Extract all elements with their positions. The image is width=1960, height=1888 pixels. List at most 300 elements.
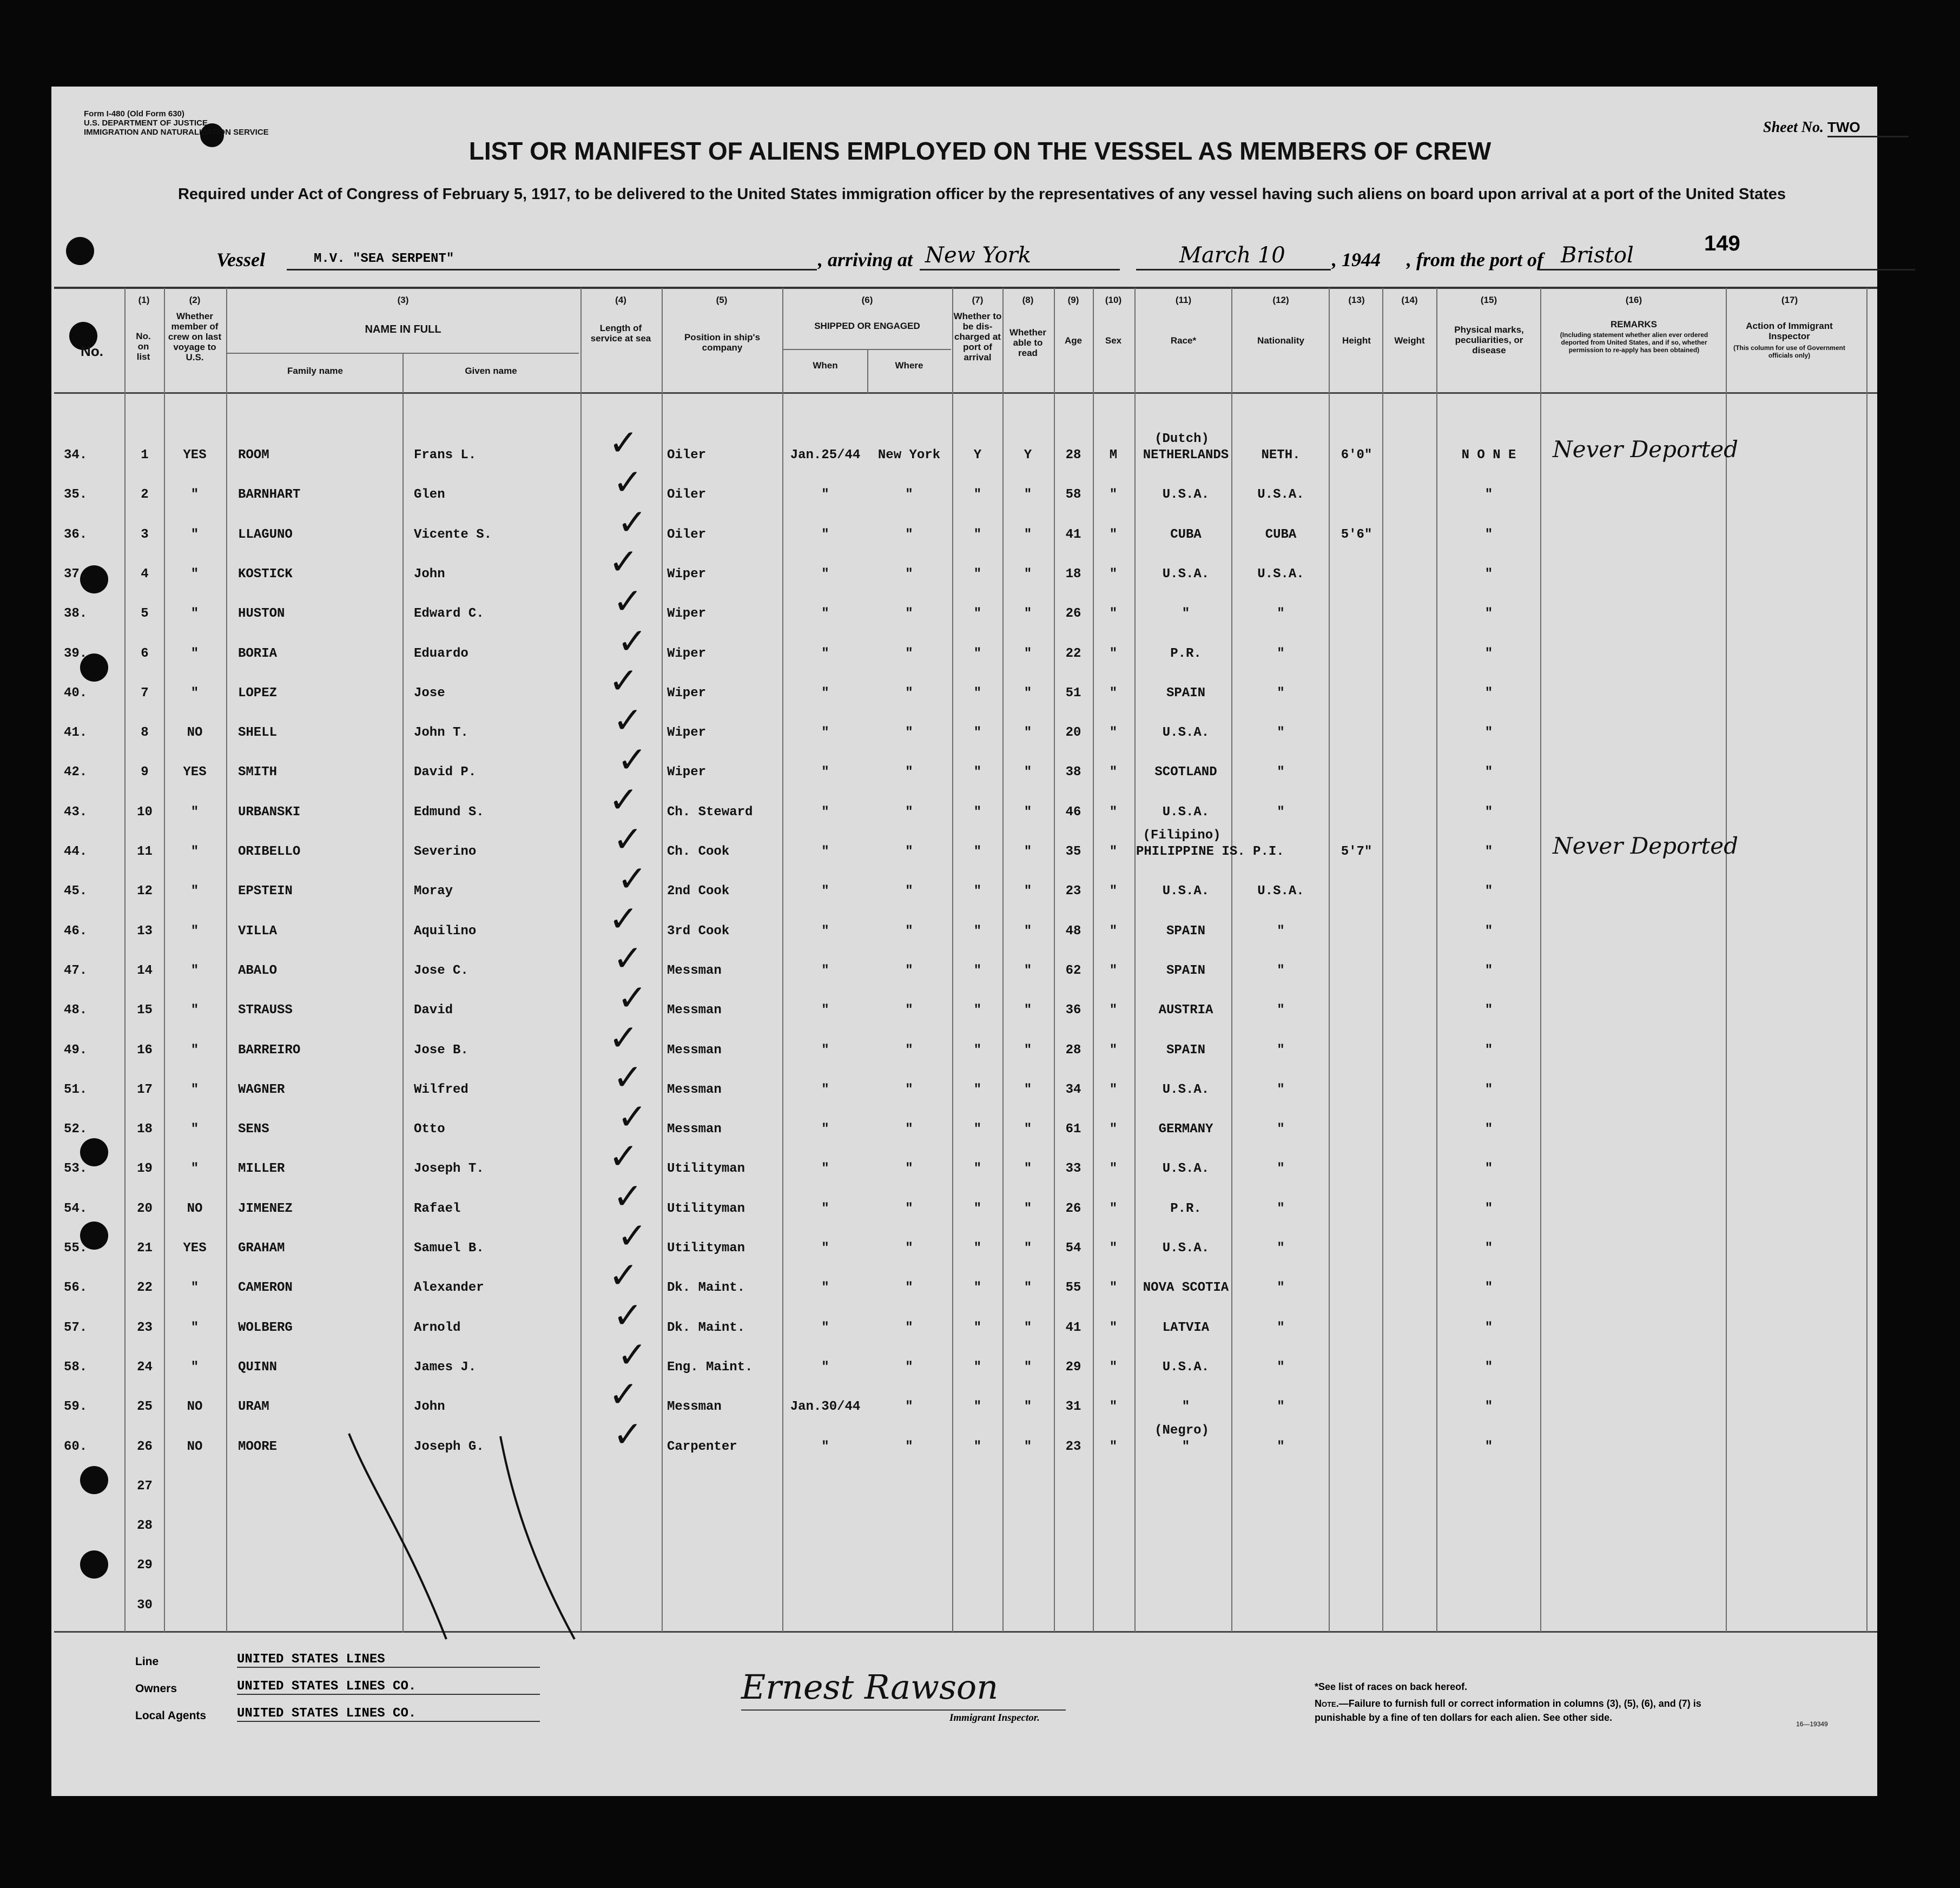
cell-phys: " bbox=[1484, 527, 1493, 542]
cell-family: HUSTON bbox=[238, 606, 285, 622]
cell-nat: U.S.A. bbox=[1257, 487, 1304, 503]
cell-race: SPAIN bbox=[1166, 1042, 1205, 1058]
cell-phys: " bbox=[1484, 566, 1493, 582]
cell-member: YES bbox=[183, 448, 207, 463]
check-mark-icon: ✓ bbox=[613, 1175, 643, 1217]
cell-member: NO bbox=[187, 1201, 203, 1216]
cell-given: Severino bbox=[414, 844, 477, 859]
check-mark-icon: ✓ bbox=[609, 540, 639, 583]
signature-rule bbox=[741, 1709, 1066, 1711]
owners-value: UNITED STATES LINES CO. bbox=[237, 1679, 540, 1695]
sheet-number bbox=[1763, 119, 1909, 137]
cell-height: 5'6" bbox=[1341, 527, 1372, 542]
col-num-3: (3) bbox=[397, 295, 409, 305]
form-identifier bbox=[84, 109, 269, 137]
col-num-16: (16) bbox=[1625, 295, 1642, 305]
col-position: Position in ship's company bbox=[684, 332, 761, 353]
cell-list: 18 bbox=[137, 1122, 153, 1137]
cell-age: 51 bbox=[1065, 685, 1081, 701]
cell-phys: " bbox=[1484, 884, 1493, 899]
cell-nat: " bbox=[1277, 1082, 1285, 1097]
cell-nat: " bbox=[1277, 1122, 1285, 1137]
cell-sex: " bbox=[1109, 1082, 1118, 1097]
cell-family: BARNHART bbox=[238, 487, 301, 503]
cell-given: John bbox=[414, 1400, 445, 1415]
cell-phys: " bbox=[1484, 1161, 1493, 1177]
cell-disch: " bbox=[973, 1122, 982, 1137]
cell-where: " bbox=[905, 1241, 913, 1256]
cell-sex: " bbox=[1109, 963, 1118, 978]
cell-phys: " bbox=[1484, 1241, 1493, 1256]
cell-where: " bbox=[905, 646, 913, 661]
department-name: U.S. DEPARTMENT OF JUSTICE bbox=[84, 118, 208, 128]
cell-phys: " bbox=[1484, 765, 1493, 780]
cell-position: Oiler bbox=[667, 448, 707, 463]
cell-where: " bbox=[905, 1201, 913, 1216]
cell-age: 54 bbox=[1065, 1241, 1081, 1256]
cell-age: 33 bbox=[1065, 1161, 1081, 1177]
cell-disch: " bbox=[973, 1359, 982, 1375]
cell-position: Dk. Maint. bbox=[667, 1320, 745, 1335]
cell-disch: " bbox=[973, 1042, 982, 1058]
cell-family: SHELL bbox=[238, 725, 278, 741]
cell-sex: " bbox=[1109, 1241, 1118, 1256]
vessel-name: M.V. "SEA SERPENT" bbox=[314, 252, 454, 266]
cell-where: " bbox=[905, 1082, 913, 1097]
cell-no: 35. bbox=[64, 487, 88, 503]
cell-list: 13 bbox=[137, 923, 153, 939]
col-able-read: Whether able to read bbox=[1009, 327, 1046, 358]
cell-nat: " bbox=[1277, 646, 1285, 661]
cell-where: " bbox=[905, 963, 913, 978]
cell-disch: " bbox=[973, 606, 982, 622]
cell-read: " bbox=[1024, 606, 1032, 622]
cell-member: " bbox=[190, 685, 199, 701]
cell-nat: " bbox=[1277, 1241, 1285, 1256]
cell-disch: Y bbox=[973, 448, 982, 463]
cell-nat: " bbox=[1277, 685, 1285, 701]
col-num-10: (10) bbox=[1105, 295, 1122, 305]
col-height: Height bbox=[1342, 335, 1371, 346]
col-num-7: (7) bbox=[972, 295, 984, 305]
check-mark-icon: ✓ bbox=[613, 1413, 643, 1455]
cell-race: U.S.A. bbox=[1162, 1082, 1210, 1097]
cell-where: " bbox=[905, 1003, 913, 1018]
col-num-11: (11) bbox=[1175, 295, 1192, 305]
empty-row-number: 30 bbox=[137, 1597, 153, 1613]
cell-position: Wiper bbox=[667, 685, 707, 701]
cell-given: Aquilino bbox=[414, 923, 477, 939]
cell-when: " bbox=[821, 1241, 829, 1256]
empty-row-number: 29 bbox=[137, 1558, 153, 1573]
check-mark-icon: ✓ bbox=[609, 1016, 639, 1059]
cell-phys: " bbox=[1484, 1400, 1493, 1415]
cell-nat: " bbox=[1277, 1280, 1285, 1296]
punch-hole bbox=[80, 1550, 108, 1579]
cell-member: " bbox=[190, 1003, 199, 1018]
cell-disch: " bbox=[973, 685, 982, 701]
col-no: No. bbox=[81, 343, 103, 359]
page-number: 149 bbox=[1704, 232, 1740, 255]
cell-no: 37. bbox=[64, 566, 88, 582]
cell-no: 41. bbox=[64, 725, 88, 741]
cell-phys: N O N E bbox=[1461, 448, 1516, 463]
cell-where: " bbox=[905, 923, 913, 939]
form-number: Form I-480 (Old Form 630) bbox=[84, 109, 184, 118]
cell-position: Wiper bbox=[667, 765, 707, 780]
cell-no: 56. bbox=[64, 1280, 88, 1296]
cell-when: " bbox=[821, 725, 829, 741]
cell-phys: " bbox=[1484, 725, 1493, 741]
cell-sex: " bbox=[1109, 923, 1118, 939]
cell-phys: " bbox=[1484, 487, 1493, 503]
cell-position: Utilityman bbox=[667, 1241, 745, 1256]
cell-when: Jan.25/44 bbox=[790, 448, 861, 463]
cell-age: 18 bbox=[1065, 566, 1081, 582]
cell-nat: " bbox=[1277, 804, 1285, 820]
penalty-note bbox=[1315, 1696, 1742, 1725]
cell-disch: " bbox=[973, 725, 982, 741]
owners-label: Owners bbox=[135, 1682, 177, 1695]
cell-read: " bbox=[1024, 923, 1032, 939]
cell-member: YES bbox=[183, 1241, 207, 1256]
cell-given: James J. bbox=[414, 1359, 477, 1375]
cell-sex: " bbox=[1109, 1042, 1118, 1058]
check-mark-icon: ✓ bbox=[609, 1136, 639, 1178]
cell-when: " bbox=[821, 1320, 829, 1335]
service-name: IMMIGRATION AND NATURALIZATION SERVICE bbox=[84, 128, 269, 137]
cell-family: SMITH bbox=[238, 765, 278, 780]
cell-when: " bbox=[821, 884, 829, 899]
cell-disch: " bbox=[973, 1400, 982, 1415]
cell-given: Samuel B. bbox=[414, 1241, 484, 1256]
arrival-port-field bbox=[920, 243, 1120, 270]
cell-where: " bbox=[905, 765, 913, 780]
cell-sex: " bbox=[1109, 1359, 1118, 1375]
cell-when: " bbox=[821, 844, 829, 859]
col-action-sub: (This column for use of Government officials only) bbox=[1733, 344, 1845, 359]
cell-member: " bbox=[190, 487, 199, 503]
cell-position: Messman bbox=[667, 1122, 722, 1137]
cell-where: " bbox=[905, 725, 913, 741]
cell-no: 40. bbox=[64, 685, 88, 701]
cell-sex: " bbox=[1109, 527, 1118, 542]
cell-family: WAGNER bbox=[238, 1082, 285, 1097]
col-race: Race* bbox=[1170, 335, 1197, 346]
cell-position: Dk. Maint. bbox=[667, 1280, 745, 1296]
cell-race: P.R. bbox=[1170, 646, 1202, 661]
col-num-15: (15) bbox=[1480, 295, 1497, 305]
cell-age: 61 bbox=[1065, 1122, 1081, 1137]
cell-when: " bbox=[821, 765, 829, 780]
cell-given: Moray bbox=[414, 884, 453, 899]
check-mark-icon: ✓ bbox=[609, 1255, 639, 1297]
page-title: LIST OR MANIFEST OF ALIENS EMPLOYED ON THE VESSEL AS MEMBERS OF CREW bbox=[468, 137, 1492, 165]
cell-phys: " bbox=[1484, 1042, 1493, 1058]
cell-read: " bbox=[1024, 527, 1032, 542]
cell-sex: " bbox=[1109, 1400, 1118, 1415]
cell-nat: " bbox=[1277, 1400, 1285, 1415]
cell-age: 23 bbox=[1065, 1439, 1081, 1454]
check-mark-icon: ✓ bbox=[617, 501, 648, 543]
cell-age: 62 bbox=[1065, 963, 1081, 978]
cell-disch: " bbox=[973, 566, 982, 582]
check-mark-icon: ✓ bbox=[617, 1096, 648, 1138]
cell-member: " bbox=[190, 1359, 199, 1375]
cell-given: Eduardo bbox=[414, 646, 468, 661]
cell-read: Y bbox=[1024, 448, 1032, 463]
arrival-date: March 10 bbox=[1179, 243, 1285, 268]
col-discharged: Whether to be dis-charged at port of arrival bbox=[953, 311, 1002, 362]
note-label: Note. bbox=[1315, 1698, 1339, 1709]
cell-race: U.S.A. bbox=[1162, 487, 1210, 503]
cell-list: 21 bbox=[137, 1241, 153, 1256]
cell-read: " bbox=[1024, 804, 1032, 820]
cell-when: " bbox=[821, 527, 829, 542]
cell-read: " bbox=[1024, 725, 1032, 741]
cell-family: LLAGUNO bbox=[238, 527, 293, 542]
cell-position: Utilityman bbox=[667, 1201, 745, 1216]
remark-handwritten: Never Deported bbox=[1553, 436, 1739, 463]
cell-given: David bbox=[414, 1003, 453, 1018]
arrival-year: , 1944 bbox=[1332, 249, 1381, 270]
cell-member: " bbox=[190, 884, 199, 899]
cell-list: 7 bbox=[141, 685, 149, 701]
col-num-17: (17) bbox=[1781, 295, 1798, 305]
cell-disch: " bbox=[973, 1003, 982, 1018]
cell-position: Oiler bbox=[667, 527, 707, 542]
cell-family: ROOM bbox=[238, 448, 269, 463]
page-subtitle: Required under Act of Congress of February 5, 1917, to be delivered to the United States immigration officer by the representatives of any vessel having such aliens on board upon arrival at a port of the United States bbox=[177, 186, 1786, 203]
cell-family: ABALO bbox=[238, 963, 278, 978]
cell-no: 46. bbox=[64, 923, 88, 939]
cell-read: " bbox=[1024, 1003, 1032, 1018]
cell-phys: " bbox=[1484, 923, 1493, 939]
col-num-13: (13) bbox=[1348, 295, 1365, 305]
cell-list: 16 bbox=[137, 1042, 153, 1058]
col-action: Action of Immigrant Inspector bbox=[1746, 321, 1833, 341]
cell-disch: " bbox=[973, 923, 982, 939]
cell-list: 25 bbox=[137, 1400, 153, 1415]
cell-given: David P. bbox=[414, 765, 477, 780]
cell-disch: " bbox=[973, 963, 982, 978]
cell-sex: " bbox=[1109, 1320, 1118, 1335]
col-no-on-list: No. on list bbox=[136, 331, 151, 362]
cell-race: SPAIN bbox=[1166, 685, 1205, 701]
cell-family: BORIA bbox=[238, 646, 278, 661]
check-mark-icon: ✓ bbox=[617, 858, 648, 900]
cell-where: New York bbox=[877, 448, 941, 463]
cell-read: " bbox=[1024, 1082, 1032, 1097]
cell-family: MOORE bbox=[238, 1439, 278, 1454]
cell-nat: " bbox=[1277, 725, 1285, 741]
cell-family: KOSTICK bbox=[238, 566, 293, 582]
cell-family: EPSTEIN bbox=[238, 884, 293, 899]
cell-given: Frans L. bbox=[414, 448, 477, 463]
cell-sex: " bbox=[1109, 646, 1118, 661]
cell-read: " bbox=[1024, 884, 1032, 899]
col-age: Age bbox=[1064, 335, 1083, 346]
cell-no: 51. bbox=[64, 1082, 88, 1097]
cell-given: Rafael bbox=[414, 1201, 461, 1216]
cell-member: NO bbox=[187, 725, 203, 741]
cell-given: Jose B. bbox=[414, 1042, 468, 1058]
cell-race: CUBA bbox=[1170, 527, 1202, 542]
cell-nat: " bbox=[1277, 1161, 1285, 1177]
from-port-label: , from the port of bbox=[1407, 249, 1544, 270]
cell-list: 20 bbox=[137, 1201, 153, 1216]
cell-age: 28 bbox=[1065, 448, 1081, 463]
cell-list: 11 bbox=[137, 844, 153, 859]
col-num-9: (9) bbox=[1067, 295, 1079, 305]
cell-read: " bbox=[1024, 1280, 1032, 1296]
cell-given: Joseph T. bbox=[414, 1161, 484, 1177]
cell-age: 48 bbox=[1065, 923, 1081, 939]
cell-read: " bbox=[1024, 963, 1032, 978]
cell-sex: " bbox=[1109, 804, 1118, 820]
cell-nat: U.S.A. bbox=[1257, 566, 1304, 582]
cell-given: Glen bbox=[414, 487, 445, 503]
cell-read: " bbox=[1024, 1161, 1032, 1177]
cell-age: 46 bbox=[1065, 804, 1081, 820]
cell-nat: " bbox=[1277, 1042, 1285, 1058]
cell-disch: " bbox=[973, 646, 982, 661]
line-label: Line bbox=[135, 1655, 159, 1668]
cell-given: Edward C. bbox=[414, 606, 484, 622]
col-physical: Physical marks, peculiarities, or disease bbox=[1454, 325, 1524, 355]
cell-member: " bbox=[190, 844, 199, 859]
cell-when: " bbox=[821, 566, 829, 582]
cell-when: " bbox=[821, 1042, 829, 1058]
cell-when: " bbox=[821, 487, 829, 503]
check-mark-icon: ✓ bbox=[609, 778, 639, 821]
cell-race: U.S.A. bbox=[1162, 884, 1210, 899]
inspector-label: Immigrant Inspector. bbox=[949, 1712, 1040, 1724]
cell-position: Messman bbox=[667, 963, 722, 978]
cell-member: " bbox=[190, 1320, 199, 1335]
col-given-name: Given name bbox=[465, 366, 517, 376]
cell-no: 45. bbox=[64, 884, 88, 899]
cell-where: " bbox=[905, 1400, 913, 1415]
cell-nat: CUBA bbox=[1265, 527, 1297, 542]
cell-member: " bbox=[190, 804, 199, 820]
cell-no: 52. bbox=[64, 1122, 88, 1137]
cell-position: Wiper bbox=[667, 646, 707, 661]
cell-read: " bbox=[1024, 1320, 1032, 1335]
cell-when: " bbox=[821, 804, 829, 820]
cell-read: " bbox=[1024, 487, 1032, 503]
cell-sex: " bbox=[1109, 1280, 1118, 1296]
cell-member: " bbox=[190, 566, 199, 582]
cell-sex: " bbox=[1109, 1439, 1118, 1454]
cell-sex: " bbox=[1109, 685, 1118, 701]
cell-list: 17 bbox=[137, 1082, 153, 1097]
cell-age: 22 bbox=[1065, 646, 1081, 661]
races-note: *See list of races on back hereof. bbox=[1315, 1681, 1468, 1692]
cell-disch: " bbox=[973, 1320, 982, 1335]
cell-age: 20 bbox=[1065, 725, 1081, 741]
check-mark-icon: ✓ bbox=[617, 1334, 648, 1376]
cell-race: U.S.A. bbox=[1162, 725, 1210, 741]
cell-when: " bbox=[821, 606, 829, 622]
cell-no: 54. bbox=[64, 1201, 88, 1216]
cell-disch: " bbox=[973, 765, 982, 780]
cell-disch: " bbox=[973, 1161, 982, 1177]
cell-member: " bbox=[190, 963, 199, 978]
cell-family: JIMENEZ bbox=[238, 1201, 293, 1216]
check-mark-icon: ✓ bbox=[609, 897, 639, 940]
cell-list: 12 bbox=[137, 884, 153, 899]
vessel-name-field bbox=[287, 246, 817, 270]
cell-race-note: (Filipino) bbox=[1143, 828, 1221, 843]
cell-sex: " bbox=[1109, 884, 1118, 899]
cell-position: Wiper bbox=[667, 566, 707, 582]
cell-list: 24 bbox=[137, 1359, 153, 1375]
col-remarks-sub: (Including statement whether alien ever ordered deported from United States, and if so, whether permission to re-apply has been obtained) bbox=[1560, 331, 1708, 354]
cell-read: " bbox=[1024, 1122, 1032, 1137]
cell-where: " bbox=[905, 527, 913, 542]
cell-position: 3rd Cook bbox=[667, 923, 730, 939]
cell-list: 14 bbox=[137, 963, 153, 978]
col-length-service: Length of service at sea bbox=[590, 323, 651, 344]
empty-row-number: 28 bbox=[137, 1519, 153, 1534]
cell-position: Eng. Maint. bbox=[667, 1359, 753, 1375]
cell-where: " bbox=[905, 606, 913, 622]
line-value: UNITED STATES LINES bbox=[237, 1652, 540, 1668]
cell-when: " bbox=[821, 1359, 829, 1375]
cell-position: Wiper bbox=[667, 725, 707, 741]
cell-position: Ch. Cook bbox=[667, 844, 730, 859]
inspector-signature: Ernest Rawson bbox=[741, 1667, 999, 1707]
cell-race: " bbox=[1182, 1439, 1190, 1454]
cell-member: " bbox=[190, 1161, 199, 1177]
cell-where: " bbox=[905, 1439, 913, 1454]
cell-position: Messman bbox=[667, 1082, 722, 1097]
agents-label: Local Agents bbox=[135, 1709, 207, 1722]
cell-race: " bbox=[1182, 1400, 1190, 1415]
name-subheader-divider bbox=[402, 353, 404, 393]
cell-phys: " bbox=[1484, 685, 1493, 701]
cell-nat: " bbox=[1277, 1439, 1285, 1454]
col-num-5: (5) bbox=[716, 295, 728, 305]
cell-sex: " bbox=[1109, 844, 1118, 859]
cell-when: " bbox=[821, 1439, 829, 1454]
cell-when: " bbox=[821, 646, 829, 661]
from-port: Bristol bbox=[1561, 243, 1634, 268]
cell-family: ORIBELLO bbox=[238, 844, 301, 859]
vessel-label: Vessel bbox=[216, 249, 265, 270]
cell-race: SCOTLAND bbox=[1154, 765, 1217, 780]
cell-position: Utilityman bbox=[667, 1161, 745, 1177]
cell-age: 34 bbox=[1065, 1082, 1081, 1097]
cell-sex: " bbox=[1109, 566, 1118, 582]
cell-age: 36 bbox=[1065, 1003, 1081, 1018]
col-num-6: (6) bbox=[861, 295, 873, 305]
agents-value: UNITED STATES LINES CO. bbox=[237, 1706, 540, 1722]
cell-race: GERMANY bbox=[1158, 1122, 1213, 1137]
cell-sex: " bbox=[1109, 1201, 1118, 1216]
cell-age: 29 bbox=[1065, 1359, 1081, 1375]
table-top-border bbox=[54, 287, 1877, 289]
cell-family: BARREIRO bbox=[238, 1042, 301, 1058]
cell-given: Otto bbox=[414, 1122, 445, 1137]
cell-list: 6 bbox=[141, 646, 149, 661]
cell-position: Messman bbox=[667, 1400, 722, 1415]
cell-age: 41 bbox=[1065, 1320, 1081, 1335]
cell-where: " bbox=[905, 884, 913, 899]
cell-read: " bbox=[1024, 1439, 1032, 1454]
cell-list: 26 bbox=[137, 1439, 153, 1454]
